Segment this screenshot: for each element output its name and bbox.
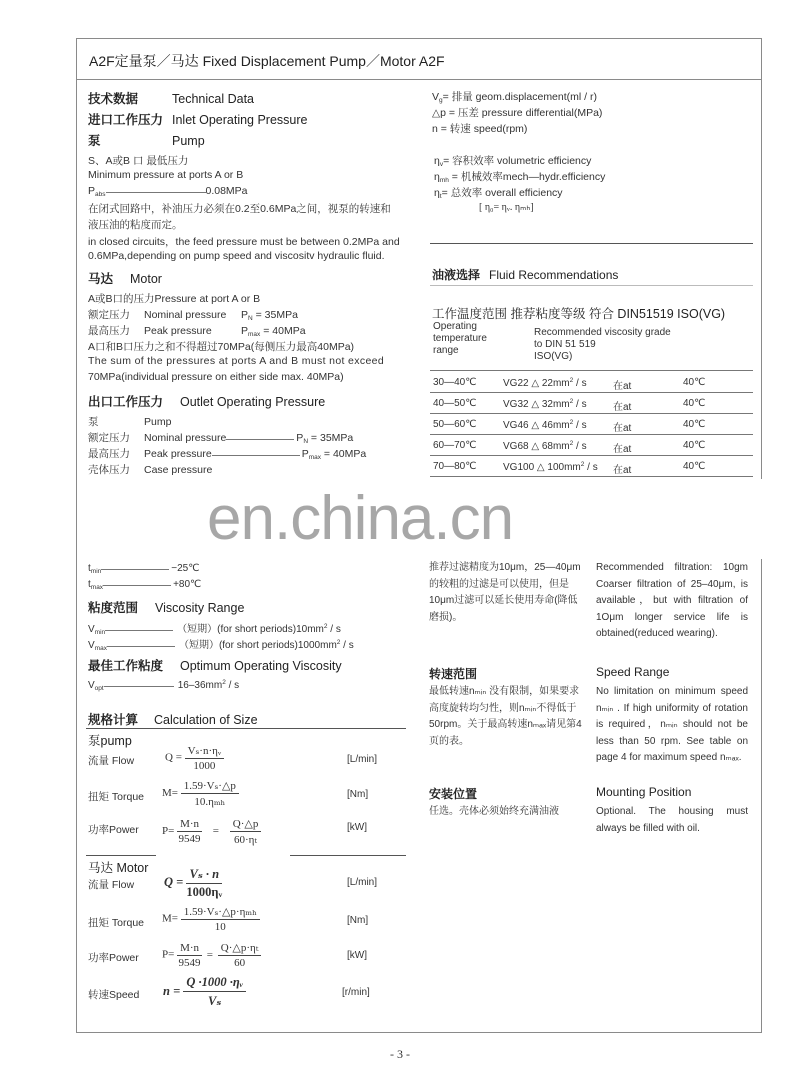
legend-n: n = 转速 speed(rpm) — [432, 123, 528, 135]
legend-vg: $V_g=$ 排量 geom.displacement(ml / r) — [432, 91, 597, 104]
closed-circuit-en-2: 0.6MPa,depending on pump speed and viscositv hydraulic fluid. — [88, 250, 385, 262]
motor-speed-label: 转速Speed — [88, 989, 140, 1001]
speed-range-en: No limitation on minimum speed nₘᵢₙ . If high uniformity of rotation is required，nₘᵢₙ should not be less than 50 rpm. See table on page 4 for maximum speed nₘₐₓ. — [596, 686, 748, 763]
pump-power-formula: P= $\frac{M\cdot n}{9549}$ = $\frac{Q\cdot\triangle p}{\text{60·ηₜ}}$ — [162, 817, 261, 846]
motor-torque-formula: M= $\frac{\text{1.59·Vₛ·△p·ηₘₕ}}{10}$ — [162, 905, 260, 933]
viscosity-heading: 工作温度范围 推荐粘度等级 符合 DIN51519 ISO(VG) — [432, 307, 726, 321]
pabs-line: $P_{abs}$ 0.08MPa — [88, 185, 248, 198]
col-header-grade: Recommended viscosity grade to DIN 51 519 ISO(VG) — [534, 327, 671, 362]
motor-flow-label: 流量 Flow — [88, 879, 135, 891]
tmin-line: $t_{min}$ −25℃ — [88, 563, 200, 575]
heading-technical-data: 技术数据 Technical Data — [88, 92, 254, 106]
tmax-line: $t_{max}$ +80℃ — [88, 579, 202, 591]
divider — [86, 728, 406, 729]
watermark-text: en.china.cn — [207, 484, 514, 553]
motor-speed-unit: [r/min] — [342, 987, 370, 998]
col-header-temp: Operating temperature range — [433, 321, 487, 356]
motor-speed-formula: n = $\frac{\text{Q ·1000 ·ηᵥ}}{\text{Vₛ}}$ — [163, 975, 246, 1009]
case-pressure: 壳体压力 Case pressure — [88, 464, 213, 476]
page-title: A2F定量泵／马达 Fixed Displacement Pump／Motor A2F — [89, 53, 445, 69]
min-pressure-en: Minimum pressure at ports A or B — [88, 169, 244, 181]
heading-fluid: 油液选择 Fluid Recommendations — [432, 268, 619, 282]
vmax-line: $V_{max}$ （短期）(for short $periods)1000mm^2$ / s — [88, 639, 354, 652]
vmin-line: $V_{min}$ （短期）(for short $periods)10mm^2$ / s — [88, 623, 341, 636]
outlet-peak-pressure: 最高压力 Peak pressure $P_{max} = 40MPa$ — [88, 448, 367, 461]
closed-circuit-cn-2: 液压油的粘度而定。 — [88, 219, 183, 231]
heading-pump: 泵 Pump — [88, 134, 205, 148]
closed-circuit-en-1: in closed circuits，the feed pressure must be between 0.2MPa and — [88, 236, 400, 248]
legend-eta-t: $\eta_t=$ 总效率 overall efficiency — [434, 187, 563, 200]
motor-nominal-pressure: 额定压力 Nominal pressure $P_N = 35MPa$ — [88, 309, 298, 322]
title-bar — [77, 39, 761, 80]
divider — [430, 243, 753, 244]
heading-speed-range-en: Speed Range — [596, 665, 670, 679]
motor-calc-label: 马达 Motor — [88, 861, 149, 875]
heading-mounting-en: Mounting Position — [596, 785, 692, 799]
pump-calc-label: 泵pump — [88, 734, 132, 748]
divider — [430, 285, 753, 286]
legend-eta-formula: [ η₀= ηᵥ. ηₘₕ] — [479, 202, 534, 213]
motor-torque-unit: [Nm] — [347, 915, 369, 926]
pump-torque-formula: M= $\frac{\text{1.59·Vₛ·△p}}{\text{10.ηₘₕ}}$ — [162, 779, 239, 808]
vopt-line: $V_{opt}$ $16-36mm^2$ / s — [88, 679, 240, 692]
heading-speed-range-cn: 转速范围 — [429, 667, 478, 681]
motor-power-unit: [kW] — [347, 950, 367, 961]
pump-power-unit: [kW] — [347, 822, 367, 833]
outlet-nominal-pressure: 额定压力 Nominal pressure $P_N = 35MPa$ — [88, 432, 354, 445]
pump-flow-label: 流量 Flow — [88, 755, 135, 767]
min-pressure-cn: S、A或B 口 最低压力 — [88, 155, 189, 167]
divider — [86, 855, 156, 856]
datasheet-page: A2F定量泵／马达 Fixed Displacement Pump／Motor A2F 技术数据 Technical Data 进口工作压力 Inlet Operating Pressure 泵 Pump S、A或B 口 最低压力 Minimum pressure at ports A or B $P_{abs}$ 0.08MPa 在闭式回路中，补油压力必须在0.2至0.6MPa之间，视泵的转速和 液压油的粘度而定。 in closed circuits，the feed pressure must be between 0.2MPa and 0.6MPa,depending on pump speed and viscositv hydraulic fluid. 马达 Motor A或B口的压力Pressure at port A or B 额定压力 Nominal pressure $P_N = 35MPa$ 最高压力 Peak pressure $P_{max} = 40MPa$ A口和B口压力之和不得超过70MPa(每侧压力最高40MPa) The sum of the pressures at ports A and B must not exceed 70MPa(individual pressure on either side max. 40MPa) 出口工作压力 Outlet Operating Pressure 泵 Pump 额定压力 Nominal pressure $P_N = 35MPa$ 最高压力 Peak pressure $P_{max} = 40MPa$ 壳体压力 Case pressure $V_g=$ 排量 geom.displacement(ml / r) △p = 压差 pressure differential(MPa) n = 转速 speed(rpm) $\eta_v=$ 容积效率 volumetric efficiency $\eta_{mh}$ = 机械效率mech—hydr.efficiency $\eta_t=$ 总效率 overall efficiency [ η₀= ηᵥ. ηₘₕ] 油液选择 Fluid Recommendations 工作温度范围 推荐粘度等级 符合 DIN51519 ISO(VG) Operating temperature range Recommended viscosity grade to DIN 51 519 ISO(VG) 30—40℃ VG22 △ $22mm^2$ / s 在at 40℃ 40—50℃ VG32 △ $32mm^2$ / s 在at 40℃ 50—60℃ VG46 △ $46mm^2$ / s 在at 40℃ 60—70℃ VG68 △ $68mm^2$ / s 在at 40℃ 70—80℃ VG100 △ $100mm^2$ / s 在at 40℃ en.china.cn $t_{min}$ −25℃ $t_{max}$ +80℃ 粘度范围 Viscosity Range $V_{min}$ （短期）(for short $periods)10mm^2$ / s $V_{max}$ （短期）(for short $periods)1000mm^2$ / s 最佳工作粘度 Optimum Operating Viscosity $V_{opt}$ $16-36mm^2$ / s 规格计算 Calculation of Size 泵pump 流量 Flow Q = $\frac{\text{Vₛ·n·ηᵥ}}{1000}$ [L/min] 扭矩 Torque M= $\frac{\text{1.59·Vₛ·△p}}{\text{10.ηₘₕ}}$ [Nm] 功率Power P= $\frac{M\cdot n}{9549}$ = $\frac{Q\cdot\triangle p}{\text{60·ηₜ}}$ [kW] 马达 Motor 流量 Flow Q = $\frac{\text{Vₛ · n}}{\text{1000ηᵥ}}$ [L/min] 扭矩 Torque M= $\frac{\text{1.59·Vₛ·△p·ηₘₕ}}{10}$ [Nm] 功率Power P= $\frac{M\cdot n}{9549}$ = $\frac{\text{Q·△p·ηₜ}}{60}$ [kW] 转速Speed n = $\frac{\text{Q ·1000 ·ηᵥ}}{\text{Vₛ}}$ [r/min] 推荐过滤精度为10μm，25—40μm的较粗的过滤是可以使用，但是10μm过滤可以延长使用寿命(降低磨损)。 Recommended filtration: 10gm Coarser filtration of 25–40μm, is available，but with filtration of 1Oμm longer service life is obtained(reduced wearing). 转速范围 Speed Range 最低转速nₘᵢₙ 没有限制，如果要求高度旋转均匀性，则nₘᵢₙ不得低于50rpm。关于最高转速nₘₐₓ请见第4页的表。 No limitation on minimum speed nₘᵢₙ . If high uniformity of rotation is required，nₘᵢₙ should not be less than 50 rpm. See table on page 4 for maximum speed nₘₐₓ. 安装位置 Mounting Position 任选。壳体必须始终充满油液 Optional. The housing must always be filled with oil. — [76, 38, 762, 1033]
watermark-band — [77, 479, 763, 559]
heading-inlet-pressure: 进口工作压力 Inlet Operating Pressure — [88, 113, 308, 127]
page-number: - 3 - — [390, 1047, 410, 1061]
legend-dp: △p = 压差 pressure differential(MPa) — [432, 107, 603, 119]
outlet-pump: 泵 Pump — [88, 416, 172, 428]
sum-pressure-en-2: 70MPa(individual pressure on either side max. 40MPa) — [88, 371, 344, 383]
closed-circuit-cn-1: 在闭式回路中，补油压力必须在0.2至0.6MPa之间，视泵的转速和 — [88, 203, 391, 215]
mounting-en: Optional. The housing must always be filled with oil. — [596, 806, 748, 834]
motor-peak-pressure: 最高压力 Peak pressure $P_{max} = 40MPa$ — [88, 325, 306, 338]
filtration-en: Recommended filtration: 10gm Coarser filtration of 25–40μm, is available，but with filtration of 1Oμm longer service life is obtained(reduced wearing). — [596, 562, 748, 639]
motor-torque-label: 扭矩 Torque — [88, 917, 145, 929]
heading-viscosity-range: 粘度范围 Viscosity Range — [88, 601, 245, 615]
heading-calculation: 规格计算 Calculation of Size — [88, 713, 258, 727]
divider — [290, 855, 406, 856]
speed-range-cn: 最低转速nₘᵢₙ 没有限制，如果要求高度旋转均匀性，则nₘᵢₙ不得低于50rpm。关于最高转速nₘₐₓ请见第4页的表。 — [429, 686, 582, 747]
heading-mounting-cn: 安装位置 — [429, 787, 478, 801]
heading-optimum-viscosity: 最佳工作粘度 Optimum Operating Viscosity — [88, 659, 342, 673]
port-ab-pressure: A或B口的压力Pressure at port A or B — [88, 293, 261, 305]
legend-eta-v: $\eta_v=$ 容积效率 volumetric efficiency — [434, 155, 592, 168]
filtration-cn: 推荐过滤精度为10μm，25—40μm的较粗的过滤是可以使用，但是10μm过滤可以延长使用寿命(降低磨损)。 — [429, 562, 581, 623]
sum-pressure-en-1: The sum of the pressures at ports A and B must not exceed — [88, 355, 385, 367]
motor-flow-unit: [L/min] — [347, 877, 378, 888]
heading-motor: 马达 Motor — [88, 272, 162, 286]
sum-pressure-cn: A口和B口压力之和不得超过70MPa(每侧压力最高40MPa) — [88, 341, 355, 353]
pump-torque-label: 扭矩 Torque — [88, 791, 145, 803]
pump-power-label: 功率Power — [88, 824, 139, 836]
motor-power-formula: P= $\frac{M\cdot n}{9549}$ = $\frac{\text{Q·△p·ηₜ}}{60}$ — [162, 941, 261, 969]
legend-eta-mh: $\eta_{mh}$ = 机械效率mech—hydr.efficiency — [434, 171, 606, 184]
heading-outlet-pressure: 出口工作压力 Outlet Operating Pressure — [88, 395, 326, 409]
motor-flow-formula: Q = $\frac{\text{Vₛ · n}}{\text{1000ηᵥ}}$ — [164, 867, 223, 899]
motor-power-label: 功率Power — [88, 952, 139, 964]
pump-flow-unit: [L/min] — [347, 754, 378, 765]
mounting-cn: 任选。壳体必须始终充满油液 — [429, 806, 559, 817]
pump-flow-formula: Q = $\frac{\text{Vₛ·n·ηᵥ}}{1000}$ — [165, 744, 224, 772]
pump-torque-unit: [Nm] — [347, 789, 369, 800]
